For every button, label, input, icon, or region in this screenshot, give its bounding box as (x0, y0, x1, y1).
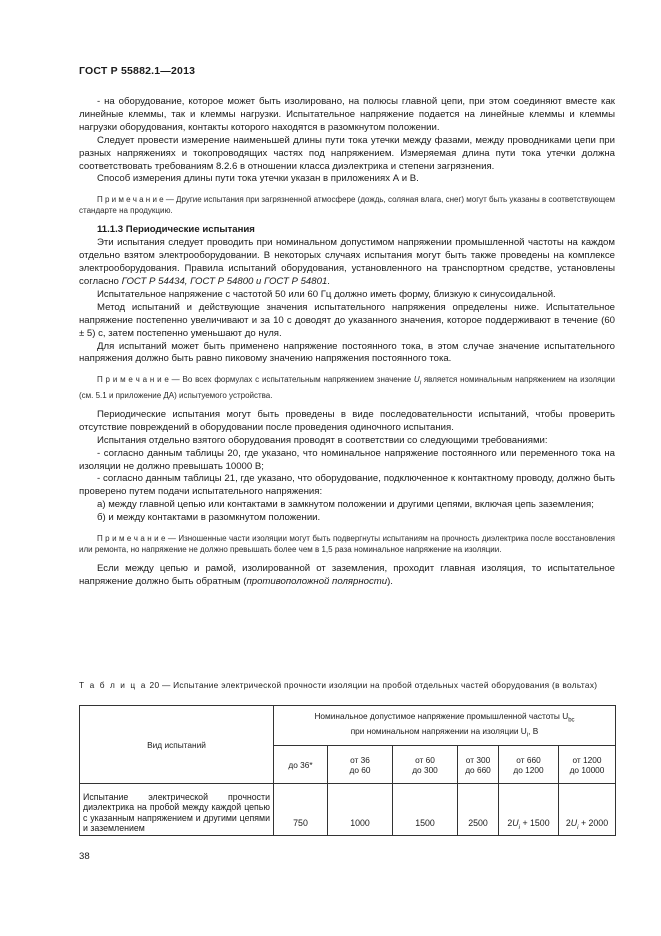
range-header: от 1200 до 10000 (559, 746, 616, 784)
body-text (79, 96, 615, 589)
note-label: П р и м е ч а н и е — (97, 534, 176, 544)
range-header: от 36 до 60 (328, 746, 393, 784)
paragraph: Для испытаний может быть применено напряжение постоянного тока, в этом случае значение испытательного напряжения должно быть равно пиковому значению напряжения постоянного тока. (79, 340, 615, 365)
paragraph: Если между цепью и рамой, изолированной от заземления, проходит главная изоляция, то испытательное напряжение должно быть обратным (противоположной полярности). (79, 563, 615, 587)
note-text: Другие испытания при загрязненной атмосфере (дождь, соляная влага, снег) могут быть указаны в соответствующем стандарте на продукцию. (79, 195, 616, 216)
range-header: от 300 до 660 (458, 746, 499, 784)
table-cell: 1000 (328, 784, 393, 836)
paragraph: - на оборудование, которое может быть изолировано, на полюсы главной цепи, при этом соединяют вместе как линейные клеммы, так и клеммы нагрузки. Испытательное напряжение подается на линейные клеммы и клеммы нагрузки оборудования, контакты которого находятся в разомкнутом положении. (79, 96, 615, 133)
table-caption: Т а б л и ц а 20 — Испытание электрической прочности изоляции на пробой отдельных частей оборудования (в вольтах) (79, 680, 598, 690)
table-cell: 2500 (458, 784, 499, 836)
table-cell: $2U_i + 1500$ (499, 784, 559, 836)
table-cell: 750 (274, 784, 328, 836)
list-item: а) между главной цепью или контактами в замкнутом положении и другими цепями, включая цепь заземления; (97, 499, 594, 511)
table-cell: $2U_i + 2000$ (559, 784, 616, 836)
note-label: П р и м е ч а н и е — (97, 375, 180, 385)
paragraph: Эти испытания следует проводить при номинальном допустимом напряжении промышленной частоты на каждом отдельно взятом электрооборудовании. В некоторых случаях испытания могут быть также проведены на комплексе электрооборудования. Правила испытаний оборудования, установленного на транспортном средстве, установлены согласно ГОСТ Р 54434, ГОСТ Р 54800 и ГОСТ Р 54801. (79, 237, 615, 287)
column-header-test-type: Вид испытаний (80, 706, 274, 784)
note (79, 194, 615, 216)
paragraph: - согласно данным таблицы 21, где указано, что оборудование, подключенное к контактному проводу, должно быть проверено путем подачи испытательного напряжения: (79, 473, 615, 498)
note-label: П р и м е ч а н и е — (97, 195, 174, 205)
table-cell: 1500 (393, 784, 458, 836)
paragraph: Следует провести измерение наименьшей длины пути тока утечки между фазами, между проводниками цепи при разных напряжениях и токопроводящих частях под напряжением. Измеряемая длина пути тока утечки должна соответствовать требованиям 8.2.6 в отношении класса диэлектрика и степени загрязнения. (79, 134, 615, 172)
test-voltage-table (79, 705, 616, 836)
paragraph: Периодические испытания могут быть проведены в виде последовательности испытаний, чтобы проверить отсутствие повреждений в оборудовании после проведения одиночного испытания. (79, 408, 615, 433)
page-number: 38 (79, 851, 90, 862)
list-item: б) и между контактами в разомкнутом положении. (97, 512, 321, 524)
note (79, 533, 615, 555)
table-row-label: Испытание электрической прочности диэлектрика на пробой между каждой цепью с указанным напряжением и другими цепями и заземлением (80, 784, 274, 836)
note: П р и м е ч а н и е — Во всех формулах с испытательным напряжением значение $U_i$ является номинальным напряжением на изоляции (см. 5.1 и приложение ДА) испытуемого устройства. (79, 375, 616, 400)
paragraph: Испытательное напряжение с частотой 50 или 60 Гц должно иметь форму, близкую к синусоидальной. (97, 288, 556, 300)
document-header: ГОСТ Р 55882.1—2013 (79, 65, 196, 77)
standard-references: ГОСТ Р 54434, ГОСТ Р 54800 и ГОСТ Р 54801 (121, 275, 328, 287)
note-text: Изношенные части изоляции могут быть подвергнуты испытаниям на прочность диэлектрика после восстановления или ремонта, но напряжение не должно превышать более чем в 1,5 раза номинальное напряжение на изоляции. (79, 534, 615, 555)
paragraph: Испытания отдельно взятого оборудования проводят в соответствии со следующими требованиями: (97, 434, 548, 446)
range-header: от 60 до 300 (393, 746, 458, 784)
paragraph: Метод испытаний и действующие значения испытательного напряжения определены ниже. Испытательное напряжение постепенно увеличивают и за 10 с доводят до указанного значения, которое поддерживают в течение (60 ± 5) с, затем постепенно уменьшают до нуля. (79, 301, 615, 339)
paragraph: Способ измерения длины пути тока утечки указан в приложениях А и В. (97, 173, 419, 185)
range-header: до 36* (274, 746, 328, 784)
column-header-voltage: Номинальное допустимое напряжение промышленной частоты $U_{bc}$ при номинальном напряжении на изоляции $U_i$, В (274, 706, 616, 746)
range-header: от 660 до 1200 (499, 746, 559, 784)
section-title: 11.1.3 Периодические испытания (97, 224, 255, 236)
paragraph: - согласно данным таблицы 20, где указано, что номинальное напряжение постоянного или переменного тока на изоляции не должно превышать 10000 В; (79, 447, 615, 472)
